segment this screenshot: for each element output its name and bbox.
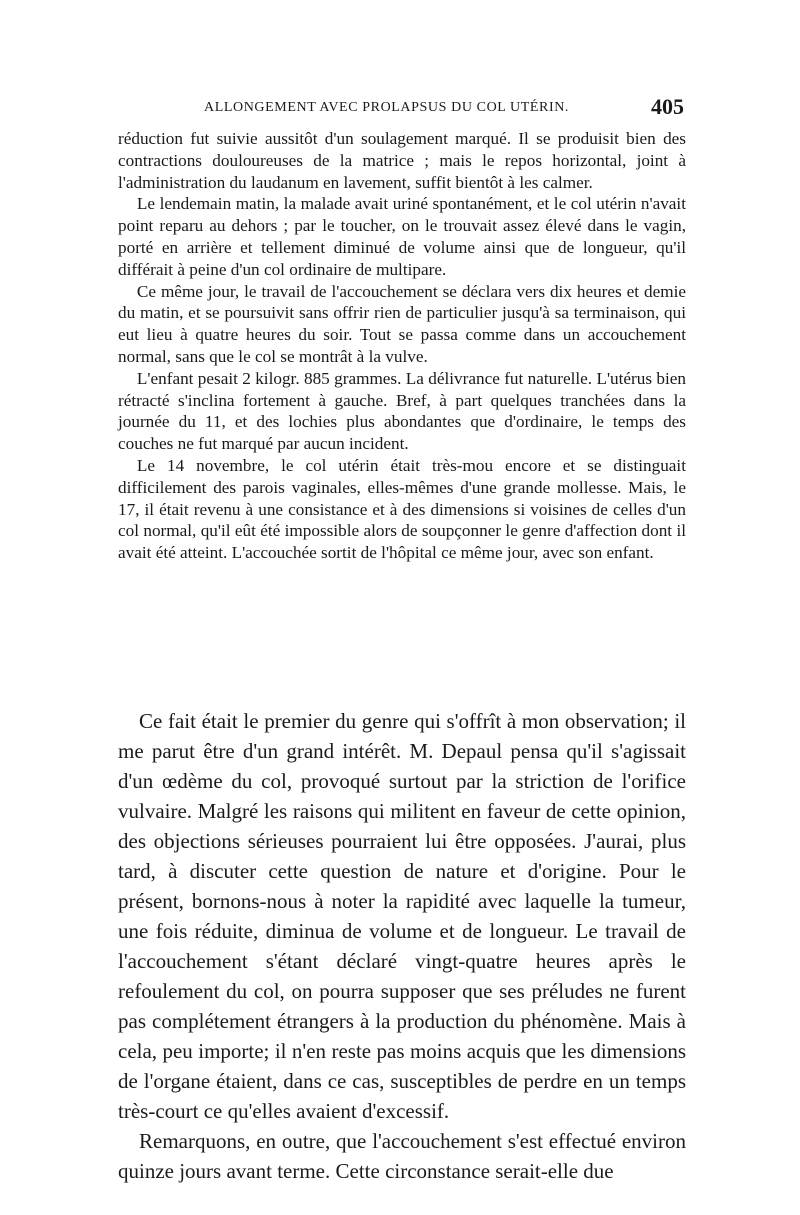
- paragraph: L'enfant pesait 2 kilogr. 885 grammes. La délivrance fut naturelle. L'utérus bien rétracté s'inclina fortement à gauche. Bref, à part quelques tranchées dans la journée du 11, et des lochies plus abondantes que d'ordinaire, le temps des couches ne fut marqué par aucun incident.: [118, 368, 686, 454]
- paragraph: Le 14 novembre, le col utérin était très-mou encore et se distinguait difficilement des parois vaginales, elles-mêmes d'une grande mollesse. Mais, le 17, il était revenu à une consistance et à des dimensions si voisines de celles d'un col normal, qu'il eût été impossible alors de soupçonner le genre d'affection dont il avait été atteint. L'accouchée sortit de l'hôpital ce même jour, avec son enfant.: [118, 455, 686, 563]
- page-number: 405: [651, 94, 684, 119]
- paragraph: Le lendemain matin, la malade avait uriné spontanément, et le col utérin n'avait point reparu au dehors ; par le toucher, on le trouvait assez élevé dans le vagin, porté en arrière et tellement diminué de volume ainsi que de longueur, qu'il différait à peine d'un col ordinaire de multipare.: [118, 194, 686, 279]
- commentary-text: [118, 706, 686, 1186]
- case-report-text: [118, 128, 686, 564]
- paragraph: Ce même jour, le travail de l'accouchement se déclara vers dix heures et demie du matin, et se poursuivit sans offrir rien de particulier jusqu'à sa terminaison, qui eut lieu à quatre heures du soir. Tout se passa comme dans un accouchement normal, sans que le col se montrât à la vulve.: [118, 281, 686, 366]
- paragraph: réduction fut suivie aussitôt d'un soulagement marqué. Il se produisit bien des contractions douloureuses de la matrice ; mais le repos horizontal, joint à l'administration du laudanum en lavement, suffit bientôt à les calmer.: [118, 129, 686, 192]
- running-head: [118, 94, 686, 122]
- paragraph: Ce fait était le premier du genre qui s'offrît à mon observation; il me parut être d'un grand intérêt. M. Depaul pensa qu'il s'agissait d'un œdème du col, provoqué surtout par la striction de l'orifice vulvaire. Malgré les raisons qui militent en faveur de cette opinion, des objections sérieuses pourraient lui être opposées. J'aurai, plus tard, à discuter cette question de nature et d'origine. Pour le présent, bornons-nous à noter la rapidité avec laquelle la tumeur, une fois réduite, diminua de volume et de longueur. Le travail de l'accouchement s'étant déclaré vingt-quatre heures après le refoulement du col, on pourra supposer que ses préludes ne furent pas complétement étrangers à la production du phénomène. Mais à cela, peu importe; il n'en reste pas moins acquis que les dimensions de l'organe étaient, dans ce cas, susceptibles de perdre en un temps très-court ce qu'elles avaient d'excessif.: [118, 709, 686, 1123]
- running-title: ALLONGEMENT AVEC PROLAPSUS DU COL UTÉRIN.: [204, 100, 570, 115]
- paragraph: Remarquons, en outre, que l'accouchement s'est effectué environ quinze jours avant terme. Cette circonstance serait-elle due: [118, 1129, 686, 1183]
